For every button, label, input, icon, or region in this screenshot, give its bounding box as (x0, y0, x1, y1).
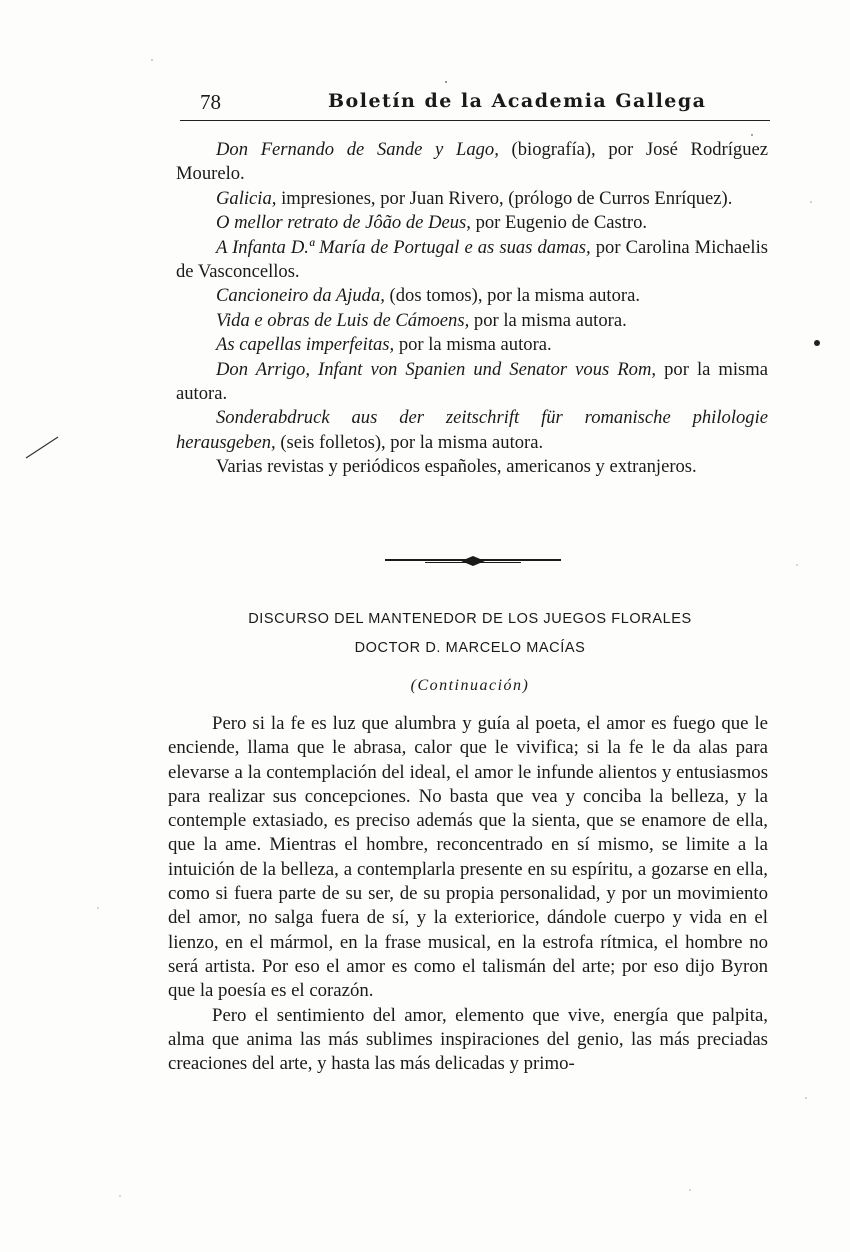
donation-title: Galicia, (216, 187, 277, 209)
donation-title: A Infanta D.ª María de Portugal e as suas damas, (216, 236, 591, 258)
donation-title: Sonderabdruck aus der zeitschrift für romanische philologie herausgeben, (176, 407, 768, 453)
donation-title: As capellas imperfeitas, (216, 334, 395, 356)
donation-entry (176, 358, 768, 407)
section-heading: DISCURSO DEL MANTENEDOR DE LOS JUEGOS FLORALES (248, 611, 692, 627)
donation-entry (176, 284, 768, 308)
donation-detail: por la misma autora. (394, 334, 552, 356)
donation-detail: por Eugenio de Castro. (470, 212, 648, 234)
paragraph: Pero si la fe es luz que alumbra y guía al poeta, el amor es fuego que le enciende, llama que le abrasa, calor que le vivifica; si la fe le da alas para elevarse a la contemplación del ideal, el amor le infunde alientos y entusiasmos para realizar sus concepciones. No basta que vea y conciba la belleza, y la contemple extasiado, es preciso además que la sienta, que se enamore de ella, que la ame. Mientras el hombre, reconcentrado en sí mismo, se limite a la intuición de la belleza, a contemplarla presente en su espíritu, a gozarse en ella, como si fuera parte de su ser, de su propia personalidad, y por un movimiento del amor, no salga fuera de sí, y la exteriorice, dándole cuerpo y vida en el lienzo, en el mármol, en la frase musical, en la estrofa rítmica, el hombre no será artista. Por eso el amor es como el talismán del arte; por eso dijo Byron que la poesía es el corazón. (168, 713, 768, 1002)
section-divider-ornament (385, 553, 561, 569)
donation-title: Don Arrigo, Infant von Spanien und Senator vous Rom, (216, 358, 657, 380)
donation-entry (176, 406, 768, 455)
donation-detail: impresiones, por Juan Rivero, (prólogo de Curros Enríquez). (276, 187, 733, 209)
page-number: 78 (200, 90, 221, 114)
donation-entry (176, 455, 768, 479)
donation-title: Cancioneiro da Ajuda, (216, 285, 385, 307)
continuation-note: (Continuación) (410, 677, 530, 694)
donation-detail: Varias revistas y periódicos españoles, americanos y extranjeros. (216, 456, 697, 478)
donation-detail: (dos tomos), por la misma autora. (384, 285, 640, 307)
paragraph: Pero el sentimiento del amor, elemento que vive, energía que palpita, alma que anima las más sublimes inspiraciones del genio, las más preciadas creaciones del arte, y hasta las más delicadas y primo- (168, 1004, 768, 1075)
donation-entry (176, 187, 768, 211)
donation-entry (176, 309, 768, 333)
donation-detail: por la misma autora. (176, 358, 769, 405)
journal-title: Boletín de la Academia Gallega (328, 90, 707, 112)
section-subheading: DOCTOR D. MARCELO MACÍAS (354, 640, 586, 656)
donation-title: O mellor retrato de Jôão de Deus, (216, 212, 471, 234)
donation-detail: (biografía), por José Rodríguez Mourelo. (176, 139, 768, 185)
donation-title: Don Fernando de Sande y Lago, (216, 139, 499, 160)
donation-detail: por Carolina Michaelis de Vasconcellos. (176, 236, 768, 283)
running-header (180, 88, 770, 118)
donation-entry (176, 211, 768, 235)
donation-detail: (seis folletos), por la misma autora. (275, 431, 544, 453)
donation-title: Vida e obras de Luis de Cámoens, (216, 309, 470, 331)
discourse-text (168, 712, 768, 1076)
donation-detail: por la misma autora. (469, 309, 627, 331)
donation-entry (176, 333, 768, 357)
donation-entry (176, 138, 768, 187)
donation-entry (176, 236, 768, 285)
divider-ornament-icon (385, 553, 561, 569)
donations-list (176, 138, 768, 480)
header-rule (180, 120, 770, 121)
